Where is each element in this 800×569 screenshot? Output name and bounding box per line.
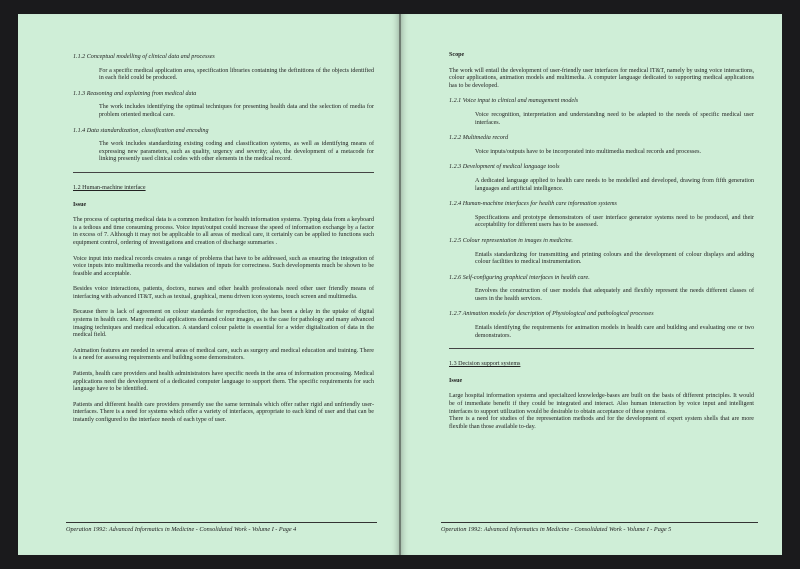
item-title: 1.2.2 Multimedia record [449,135,509,142]
section-divider [449,348,754,349]
heading-1-1-4: 1.1.4 Data standardization, classification and encoding [73,127,209,134]
heading-1-1-2: 1.1.2 Conceptual modelling of clinical data and processes [73,54,215,60]
page-footer: Operation 1992: Advanced Informatics in Medicine - Consolidated Work - Volume I - Page 5 [441,522,758,533]
section-divider [73,172,374,173]
issue-text-2: There is a need for studies of the representation methods and for the development of expert system shells that are more flexible than those available to-day. [449,416,754,430]
item-text: Specifications and prototype demonstrators of user interface generator systems need to be produced, and their acceptability for different users has to be assessed. [475,214,754,229]
item-title: 1.2.7 Animation models for description of Physiological and pathological processes [449,311,654,318]
scope-label: Scope [449,52,465,58]
text-1-1-3: The work includes identifying the optimal techniques for presenting health data and the selection of media for problem oriented medical care. [99,104,374,118]
right-page [401,14,782,555]
item-title: 1.2.3 Development of medical language tools [449,164,560,171]
paragraph: Besides voice interactions, patients, doctors, nurses and other health professionals need other user friendly means of interfacing with advanced IT&T, such as textual, graphical, menu driven icon systems, touch screen and multimedia. [73,286,374,300]
text-1-1-2: For a specific medical application area, specification libraries containing the definitions of the objects identified in each field could be produced. [99,67,374,82]
issue-text: Large hospital information systems and specialized knowledge-bases are built on the basis of different principles. It would be of immediate benefit if they could be integrated and interact. Also human interaction by voice input and intelligent interfaces to support utilization would be desirable to obtain acceptance of these systems. [449,393,754,415]
paragraph: Patients, health care providers and health administrators have specific needs in the area of information processing. Medical applications need the development of a dedicated computer language to support them. The specific requirements for such language have to be identified. [73,371,374,393]
item-title: 1.2.5 Colour representation in images in medicine. [449,237,573,244]
text-1-1-4: The work includes standardizing existing coding and classification systems, as well as identifying means of expressing new parameters, such as quality, urgency and severity; also, the development of a metacode for linking presently used clinical codes with other elements in the medical record. [99,141,374,163]
item-title: 1.2.6 Self-configuring graphical interfaces in health care. [449,274,590,281]
item-title: 1.2.4 Human-machine interfaces for health care information systems [449,201,617,208]
issue-label: Issue [449,377,463,384]
item-text: Envolves the construction of user models that adequately and flexibly represent the needs different classes of users in the health services. [475,288,754,302]
scope-text: The work will entail the development of user-friendly user interfaces for medical IT&T, namely by using voice interactions, colour applications, animation models and multimedia. A computer language dedicated to supporting medical applications has to be developed. [449,67,754,89]
left-page [18,14,399,555]
heading-1-2: 1.2 Human-machine interface [73,184,146,191]
item-text: Voice inputs/outputs have to be incorporated into multimedia medical records and processes. [475,148,701,155]
item-text: Entails standardizing for transmitting and printing colours and the development of colour displays and adding colour facilities to medical instrumentation. [475,251,754,266]
paragraph: Because there is lack of agreement on colour standards for reproduction, the has been a delay in the uptake of digital systems in health care. Many medical applications demand colour images, as is the case for pathology and many advanced imaging techniques and medical education. A standard colour palette is essential for a wider digitalization of data in the medical field. [73,309,374,339]
item-text: A dedicated language applied to health care needs to be modelled and developed, drawing from fifth generation languages and artificial intelligence. [475,177,754,192]
heading-1-3: 1.3 Decision support systems [449,361,521,368]
issue-label: Issue [73,201,87,208]
item-text: Voice recognition, interpretation and understanding need to be adapted to the needs of specific medical user interfaces. [475,111,754,126]
left-page-content [73,54,374,433]
right-page-content [449,52,754,439]
paragraph: Animation features are needed in several areas of medical care, such as surgery and medical education and training. There is a need for assessing requirements and building some demonstrators. [73,347,374,362]
paragraph: Patients and different health care providers presently use the same terminals which offer rather rigid and unfriendly user- interfaces. There is a need for systems which offer a variety of interfaces, appropriate to each kind of user and that can be instantly configured to the interface needs of each type of user. [73,401,374,423]
book-spread [18,14,782,555]
paragraph: The process of capturing medical data is a common limitation for health information systems. Typing data from a keyboard is a tedious and time consuming process. Voice input/output could increase the speed of information exchange by a factor in excess of 7. Although it may not be applicable to all areas of medical care, it certainly can be applied to functions such equipment control, ordering of investigations and creation of discharge summaries . [73,217,374,246]
item-title: 1.2.1 Voice input to clinical and management models [449,98,579,105]
heading-1-1-3: 1.1.3 Reasoning and explaining from medical data [73,90,197,97]
paragraph: Voice input into medical records creates a range of problems that have to be addressed, such as ensuring the integration of voice inputs into multimedia records and the validation of inputs for correctness. Such developments much be shown to be feasible and acceptable. [73,255,374,277]
item-text: Entails identifying the requirements for animation models in health care and building and evaluating one or two demonstrators. [475,325,754,339]
page-footer: Operation 1992: Advanced Informatics in Medicine - Consolidated Work - Volume I - Page 4 [66,522,377,533]
